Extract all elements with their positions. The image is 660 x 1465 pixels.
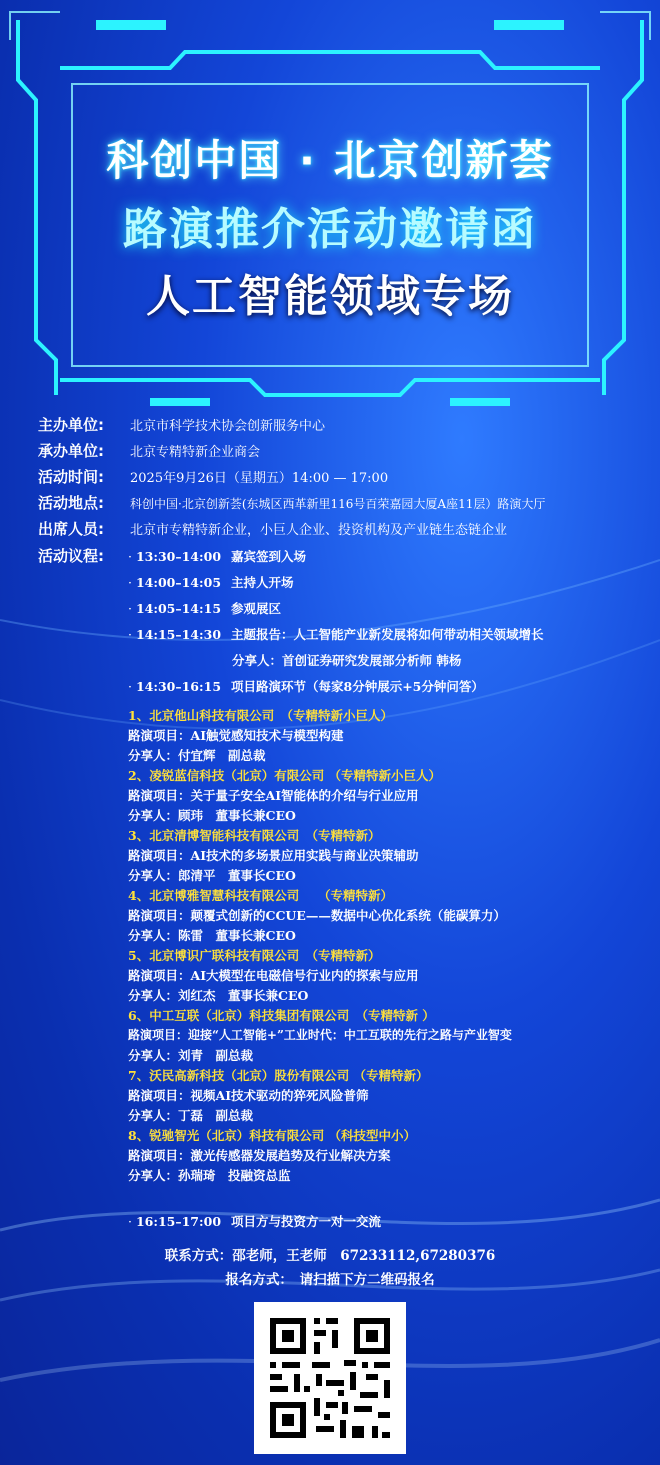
info-label: 出席人员:	[38, 520, 104, 538]
info-value: 科创中国·北京创新荟(东城区西革新里116号百荣嘉园大厦A座11层）路演大厅	[130, 497, 546, 511]
company-project: 路演项目：AI触觉感知技术与模型构建	[128, 728, 344, 743]
info-co-organizer	[38, 440, 260, 461]
company-sharer: 分享人：付宜辉 副总裁	[128, 748, 266, 763]
company-name: 8、锐驰智光（北京）科技有限公司 （科技型中小）	[128, 1128, 417, 1143]
title-line-1: 科创中国 · 北京创新荟	[106, 136, 554, 185]
agenda-sharer: 分享人：首创证券研究发展部分析师 韩杨	[232, 653, 462, 668]
company-sharer: 分享人：郎清平 董事长CEO	[128, 868, 296, 883]
agenda-desc: 嘉宾签到入场	[231, 549, 307, 564]
agenda-item: · 14:15–14:30 主题报告：人工智能产业新发展将如何带动相关领域增长	[128, 627, 544, 642]
agenda-time: 14:30–16:15	[135, 679, 222, 694]
company-sharer: 分享人：丁磊 副总裁	[128, 1108, 254, 1123]
title-line-3: 人工智能领域专场	[146, 271, 514, 322]
registration-info: 报名方式： 请扫描下方二维码报名	[225, 1272, 435, 1288]
agenda-time: 16:15–17:00	[135, 1214, 222, 1229]
title-line-2: 路演推介活动邀请函	[123, 204, 537, 255]
agenda-desc: 参观展区	[231, 601, 282, 616]
company-name: 7、沃民高新科技（北京）股份有限公司 （专精特新）	[128, 1068, 429, 1083]
company-name: 6、中工互联（北京）科技集团有限公司 （专精特新 ）	[128, 1008, 435, 1023]
info-organizer	[38, 414, 325, 435]
info-label: 活动时间:	[38, 468, 104, 486]
agenda-time: 14:15–14:30	[135, 627, 222, 642]
info-label: 承办单位:	[38, 442, 104, 460]
agenda-item: · 13:30–14:00 嘉宾签到入场	[128, 549, 307, 564]
contact-info: 联系方式：邵老师，王老师 67233112,67280376	[164, 1248, 496, 1264]
info-time	[38, 466, 388, 487]
company-project: 路演项目：视频AI技术驱动的猝死风险普筛	[128, 1088, 369, 1103]
company-name: 5、北京博识广联科技有限公司 （专精特新）	[128, 948, 381, 963]
company-project: 路演项目：迎接“人工智能+”工业时代：中工互联的先行之路与产业智变	[128, 1028, 512, 1042]
agenda-time: 13:30–14:00	[135, 549, 222, 564]
agenda-item: · 14:05–14:15 参观展区	[128, 601, 282, 616]
agenda-item: · 14:30–16:15 项目路演环节（每家8分钟展示+5分钟问答）	[128, 679, 484, 694]
company-sharer: 分享人：孙瑞琦 投融资总监	[128, 1168, 291, 1183]
company-project: 路演项目：AI大模型在电磁信号行业内的探索与应用	[128, 968, 419, 983]
info-attendees	[38, 518, 507, 539]
info-value: 北京市科学技术协会创新服务中心	[130, 419, 326, 434]
company-name: 3、北京清博智能科技有限公司 （专精特新）	[128, 828, 381, 843]
company-sharer: 分享人：刘青 副总裁	[128, 1048, 254, 1063]
company-project: 路演项目：颠覆式创新的CCUE——数据中心优化系统（能碳算力）	[128, 908, 506, 923]
info-value: 北京市专精特新企业，小巨人企业、投资机构及产业链生态链企业	[130, 523, 508, 538]
info-label: 主办单位:	[38, 416, 104, 434]
company-name: 4、北京博雅智慧科技有限公司 （专精特新）	[128, 888, 393, 903]
info-value: 北京专精特新企业商会	[130, 445, 261, 460]
info-value: 2025年9月26日（星期五）14:00 — 17:00	[130, 471, 389, 486]
company-sharer: 分享人：陈雷 董事长兼CEO	[128, 928, 296, 943]
agenda-time: 14:00–14:05	[135, 575, 222, 590]
agenda-desc: 主持人开场	[231, 575, 294, 590]
company-project: 路演项目：AI技术的多场景应用实践与商业决策辅助	[128, 848, 419, 863]
agenda-desc: 项目路演环节（每家8分钟展示+5分钟问答）	[231, 679, 484, 694]
qr-code[interactable]	[254, 1302, 406, 1454]
company-name: 1、北京他山科技有限公司 （专精特新小巨人）	[128, 708, 393, 723]
agenda-label-row	[38, 545, 130, 566]
agenda-item-final: · 16:15–17:00 项目方与投资方一对一交流	[128, 1214, 382, 1229]
agenda-desc: 主题报告：人工智能产业新发展将如何带动相关领域增长	[231, 627, 544, 642]
qr-code-icon	[254, 1302, 406, 1454]
company-project: 路演项目：激光传感器发展趋势及行业解决方案	[128, 1148, 391, 1163]
info-location	[38, 492, 545, 513]
agenda-time: 14:05–14:15	[135, 601, 222, 616]
agenda-desc: 项目方与投资方一对一交流	[231, 1214, 382, 1229]
agenda-item: · 14:00–14:05 主持人开场	[128, 575, 294, 590]
company-name: 2、凌锐蓝信科技（北京）有限公司 （专精特新小巨人）	[128, 768, 442, 783]
agenda-label: 活动议程:	[38, 547, 104, 565]
company-sharer: 分享人：顾玮 董事长兼CEO	[128, 808, 296, 823]
company-project: 路演项目：关于量子安全AI智能体的介绍与行业应用	[128, 788, 419, 803]
company-sharer: 分享人：刘红杰 董事长兼CEO	[128, 988, 309, 1003]
info-label: 活动地点:	[38, 494, 104, 512]
